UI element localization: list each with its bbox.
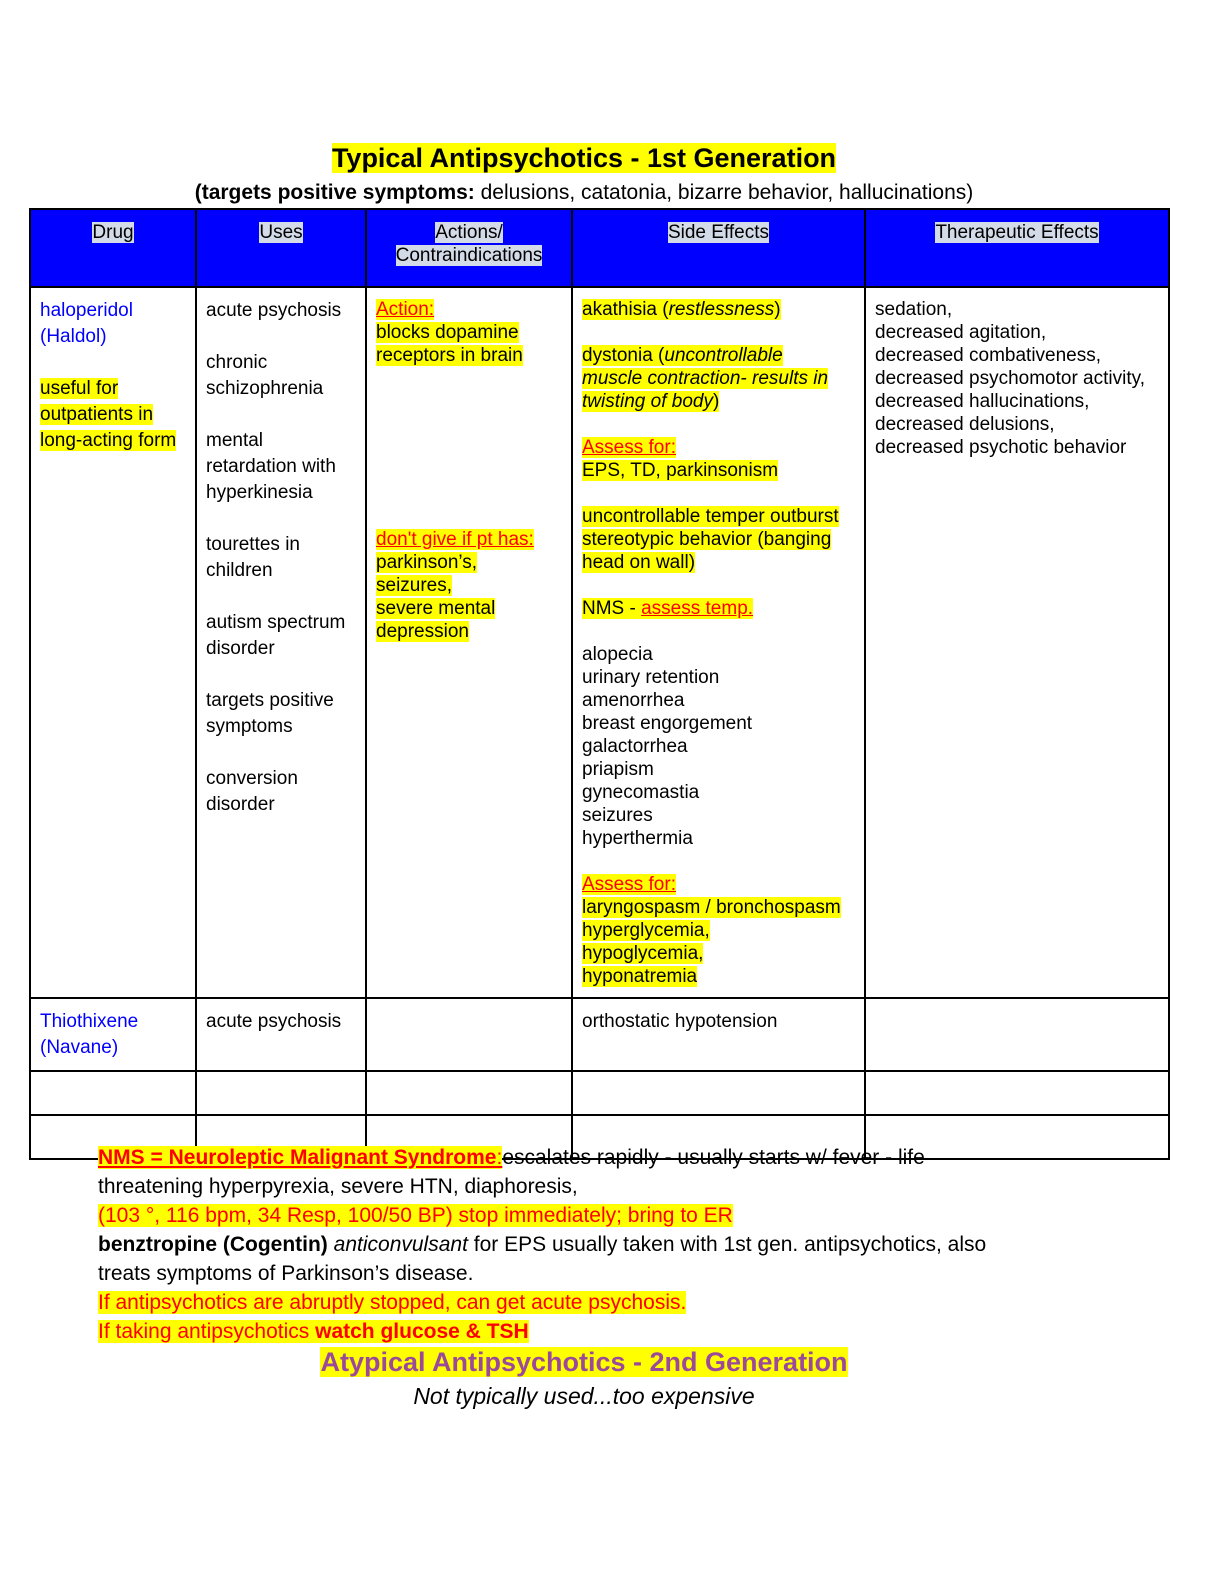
notes-section <box>98 1143 1098 1346</box>
side-effects-cell: orthostatic hypotension <box>572 998 865 1071</box>
drug-table <box>29 208 1170 1160</box>
uses-cell: acute psychosis <box>196 998 366 1071</box>
empty-cell <box>196 1071 366 1115</box>
header-therapeutic-effects: Therapeutic Effects <box>865 209 1169 287</box>
section-subtitle-atypical: Not typically used...too expensive <box>413 1383 755 1409</box>
section-title-atypical: Atypical Antipsychotics - 2nd Generation <box>320 1347 848 1377</box>
table-row <box>30 287 1169 998</box>
actions-cell <box>366 998 572 1071</box>
table-header-row <box>30 209 1169 287</box>
glucose-note: If taking antipsychotics watch glucose & TSH <box>98 1320 529 1343</box>
empty-cell <box>366 1071 572 1115</box>
therapeutic-effects-cell <box>865 998 1169 1071</box>
therapeutic-effects-cell: sedation, decreased agitation, decreased combativeness, decreased psychomotor activity, decreased hallucinations, decreased delusions, decreased psychotic behavior <box>865 287 1169 998</box>
header-side-effects: Side Effects <box>572 209 865 287</box>
page-subtitle: (targets positive symptoms: delusions, catatonia, bizarre behavior, hallucinations) <box>194 181 974 204</box>
table-row <box>30 998 1169 1071</box>
drug-cell: haloperidol (Haldol) useful for outpatients in long-acting form <box>30 287 196 998</box>
page-title: Typical Antipsychotics - 1st Generation <box>331 143 837 173</box>
nms-vitals: (103 °, 116 bpm, 34 Resp, 100/50 BP) stop immediately; bring to ER <box>98 1204 733 1227</box>
table-row <box>30 1071 1169 1115</box>
header-drug: Drug <box>30 209 196 287</box>
nms-note: NMS = Neuroleptic Malignant Syndrome:escalates rapidly - usually starts w/ fever - life <box>98 1146 925 1169</box>
empty-cell <box>865 1071 1169 1115</box>
actions-cell: Action: blocks dopamine receptors in brain don't give if pt has: parkinson’s, seizures, severe mental depression <box>366 287 572 998</box>
header-uses: Uses <box>196 209 366 287</box>
stopped-note: If antipsychotics are abruptly stopped, can get acute psychosis. <box>98 1291 687 1314</box>
benztropine-note-cont: treats symptoms of Parkinson’s disease. <box>98 1262 474 1285</box>
empty-cell <box>30 1071 196 1115</box>
nms-note-cont: threatening hyperpyrexia, severe HTN, diaphoresis, <box>98 1175 578 1198</box>
header-actions: Actions/ Contraindications <box>366 209 572 287</box>
drug-cell: Thiothixene (Navane) <box>30 998 196 1071</box>
side-effects-cell: akathisia (restlessness) dystonia (uncontrollable muscle contraction- results in twisting of body) Assess for: EPS, TD, parkinsonism uncontrollable temper outburst stereotypic behavior (banging head on wall) NMS - assess temp. alopecia urinary retention amenorrhea breast engorgement galactorrhea priapism gynecomastia seizures hyperthermia Assess for: laryngospasm / bronchospasm hyperglycemia, hypoglycemia, hyponatremia <box>572 287 865 998</box>
empty-cell <box>572 1071 865 1115</box>
uses-cell: acute psychosis chronic schizophrenia mental retardation with hyperkinesia tourettes in children autism spectrum disorder targets positive symptoms conversion disorder <box>196 287 366 998</box>
benztropine-note: benztropine (Cogentin) anticonvulsant for EPS usually taken with 1st gen. antipsychotics, also <box>98 1233 987 1256</box>
